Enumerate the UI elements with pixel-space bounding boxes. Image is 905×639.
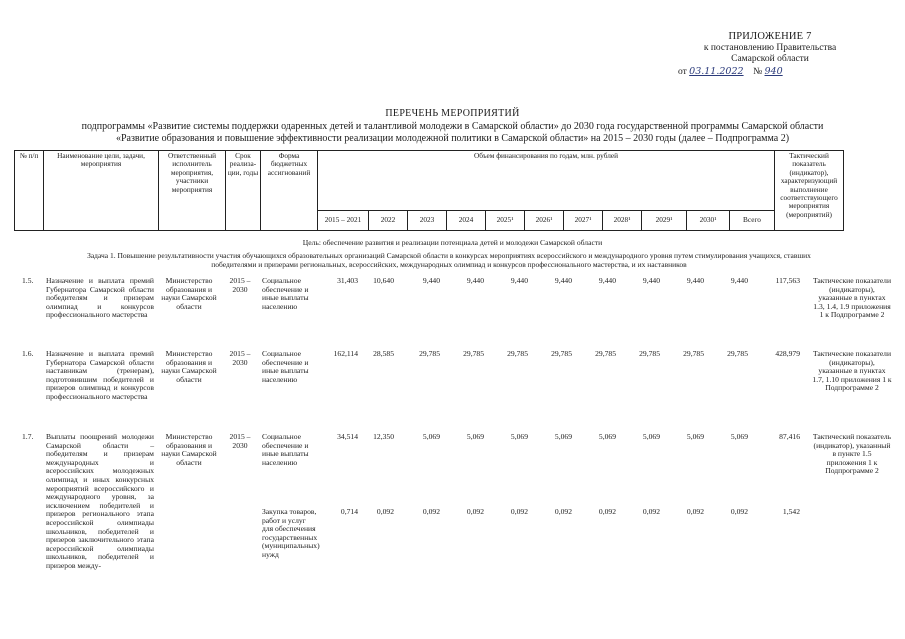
row-value: 29,785 bbox=[683, 349, 704, 358]
row-value-2: 0,092 bbox=[510, 507, 528, 516]
row-value-2: 0,092 bbox=[686, 507, 704, 516]
row-total: 117,563 bbox=[775, 276, 800, 285]
row-form: Социальное обеспечение и иные выплаты населению bbox=[262, 276, 309, 311]
row-value: 5,069 bbox=[642, 432, 660, 441]
row-value: 9,440 bbox=[686, 276, 704, 285]
year-col: 2029¹ bbox=[642, 211, 687, 231]
row-value: 9,440 bbox=[466, 276, 484, 285]
row-value-2: 0,092 bbox=[554, 507, 572, 516]
row-value: 29,785 bbox=[727, 349, 748, 358]
row-value: 5,069 bbox=[598, 432, 616, 441]
row-value: 162,114 bbox=[333, 349, 358, 358]
row-total: 87,416 bbox=[779, 432, 800, 441]
header-name: Наименование цели, задачи, мероприятия bbox=[44, 151, 159, 231]
row-exec: Министерство образования и науки Самарской области bbox=[161, 432, 217, 467]
row-value-2: 0,092 bbox=[376, 507, 394, 516]
year-col: 2022 bbox=[369, 211, 408, 231]
row-value: 29,785 bbox=[551, 349, 572, 358]
row-value: 29,785 bbox=[595, 349, 616, 358]
row-num: 1.7. bbox=[22, 432, 34, 441]
row-value: 5,069 bbox=[510, 432, 528, 441]
row-value: 9,440 bbox=[730, 276, 748, 285]
row-value-2: 0,092 bbox=[730, 507, 748, 516]
year-col: 2025¹ bbox=[486, 211, 525, 231]
row-value: 9,440 bbox=[598, 276, 616, 285]
row-total-2: 1,542 bbox=[782, 507, 800, 516]
row-value: 29,785 bbox=[463, 349, 484, 358]
row-num: 1.6. bbox=[22, 349, 34, 358]
year-col-total: Всего bbox=[730, 211, 775, 231]
row-exec: Министерство образования и науки Самарской области bbox=[161, 276, 217, 311]
row-value: 29,785 bbox=[507, 349, 528, 358]
row-value: 5,069 bbox=[686, 432, 704, 441]
subtitle-line-2: «Развитие образования и повышение эффективности реализации молодежной политики в Самарской области» на 2015 – 2030 годы (далее – Подпрограмма 2) bbox=[115, 133, 790, 144]
appendix-line-2: Самарской области bbox=[731, 54, 809, 64]
header-indicator: Тактический показатель (индикатор), характеризующий выполнение соответствующего мероприятия (мероприятий) bbox=[775, 151, 844, 231]
year-col: 2027¹ bbox=[564, 211, 603, 231]
row-value-2: 0,714 bbox=[340, 507, 358, 516]
header-funding: Объем финансирования по годам, млн. рублей bbox=[318, 151, 775, 211]
row-value-2: 0,092 bbox=[642, 507, 660, 516]
row-value: 34,514 bbox=[337, 432, 358, 441]
row-value: 10,640 bbox=[373, 276, 394, 285]
year-col: 2026¹ bbox=[525, 211, 564, 231]
row-name: Назначение и выплата премий Губернатора Самарской области победителям и призерам олимпиад и конкурсов профессионального мастерства bbox=[46, 276, 154, 320]
row-value: 29,785 bbox=[419, 349, 440, 358]
row-value: 5,069 bbox=[422, 432, 440, 441]
task-line-1: Задача 1. Повышение результативности участия обучающихся образовательных организаций Самарской области в конкурсах мероприятиях всероссийского и международного уровня путем стимулирования учащихся, ставших bbox=[87, 251, 811, 260]
year-col: 2024 bbox=[447, 211, 486, 231]
handwritten-number: 940 bbox=[764, 65, 783, 77]
task-line-2: победителями и призерами региональных, всероссийских, международных олимпиад и конкурсов профессионального мастерства, и их наставников bbox=[211, 259, 687, 269]
row-value: 5,069 bbox=[554, 432, 572, 441]
appendix-date-line bbox=[670, 66, 870, 79]
from-label: от bbox=[678, 66, 687, 77]
row-form-2: Закупка товаров, работ и услуг для обеспечения государственных (муниципальных) нужд bbox=[262, 507, 320, 559]
row-value: 5,069 bbox=[466, 432, 484, 441]
row-value-2: 0,092 bbox=[598, 507, 616, 516]
row-name: Назначение и выплата премий Губернатора Самарской области наставникам (тренерам), подготовившим победителей и призеров олимпиад и конкурсов профессионального мастерства bbox=[46, 349, 154, 401]
row-value: 28,585 bbox=[373, 349, 394, 358]
row-value: 9,440 bbox=[642, 276, 660, 285]
appendix-block bbox=[670, 31, 870, 78]
row-term: 2015 – 2030 bbox=[229, 276, 251, 294]
header-num: № п/п bbox=[15, 151, 44, 231]
number-label: № bbox=[753, 66, 763, 77]
row-name: Выплаты поощрений молодежи Самарской области – победителям и призерам международных и всероссийских молодежных олимпиад и иных конкурсных мероприятий всероссийского и международного уровня, за исключением победителей и призеров регионального этапа всероссийской олимпиады школьников, победителей и призеров заключительного этапа всероссийской олимпиады школьников, победителей и призеров между- bbox=[46, 432, 154, 570]
row-indicator: Тактический показатель (индикатор), указанный в пункте 1.5 приложения 1 к Подпрограмме 2 bbox=[812, 432, 892, 476]
row-value-2: 0,092 bbox=[422, 507, 440, 516]
row-num: 1.5. bbox=[22, 276, 34, 285]
row-form: Социальное обеспечение и иные выплаты населению bbox=[262, 432, 309, 467]
row-term: 2015 – 2030 bbox=[229, 349, 251, 367]
year-col: 2028¹ bbox=[603, 211, 642, 231]
row-form: Социальное обеспечение и иные выплаты населению bbox=[262, 349, 309, 384]
header-exec: Ответственный исполнитель мероприятия, участники мероприятия bbox=[159, 151, 226, 231]
row-value: 9,440 bbox=[554, 276, 572, 285]
appendix-title: ПРИЛОЖЕНИЕ 7 bbox=[728, 31, 812, 42]
goal-text: Цель: обеспечение развития и реализации потенциала детей и молодежи Самарской области bbox=[302, 238, 603, 247]
task-text bbox=[14, 252, 884, 269]
row-term: 2015 – 2030 bbox=[229, 432, 251, 450]
row-indicator: Тактические показатели (индикаторы), указанные в пунктах 1.7, 1.10 приложения 1 к Подпрограмме 2 bbox=[812, 349, 892, 393]
year-col: 2023 bbox=[408, 211, 447, 231]
year-col: 2030¹ bbox=[687, 211, 730, 231]
document-subtitle bbox=[30, 121, 875, 145]
document-title: ПЕРЕЧЕНЬ МЕРОПРИЯТИЙ bbox=[385, 108, 520, 119]
row-value: 12,350 bbox=[373, 432, 394, 441]
handwritten-date: 03.11.2022 bbox=[689, 65, 744, 77]
row-value: 9,440 bbox=[510, 276, 528, 285]
row-total: 428,979 bbox=[775, 349, 800, 358]
row-value: 9,440 bbox=[422, 276, 440, 285]
row-value-2: 0,092 bbox=[466, 507, 484, 516]
header-table bbox=[14, 150, 844, 231]
row-indicator: Тактические показатели (индикаторы), указанные в пунктах 1.3, 1.4, 1.9 приложения 1 к Подпрограмме 2 bbox=[812, 276, 892, 320]
row-value: 5,069 bbox=[730, 432, 748, 441]
header-form: Форма бюджетных ассигнований bbox=[261, 151, 318, 231]
subtitle-line-1: подпрограммы «Развитие системы поддержки одаренных детей и талантливой молодежи в Самарской области» до 2030 года государственной программы Самарской области bbox=[81, 121, 824, 132]
header-term: Срок реализа-ции, годы bbox=[226, 151, 261, 231]
row-exec: Министерство образования и науки Самарской области bbox=[161, 349, 217, 384]
year-col: 2015 – 2021 bbox=[318, 211, 369, 231]
appendix-line-1: к постановлению Правительства bbox=[703, 42, 837, 53]
row-value: 31,403 bbox=[337, 276, 358, 285]
row-value: 29,785 bbox=[639, 349, 660, 358]
